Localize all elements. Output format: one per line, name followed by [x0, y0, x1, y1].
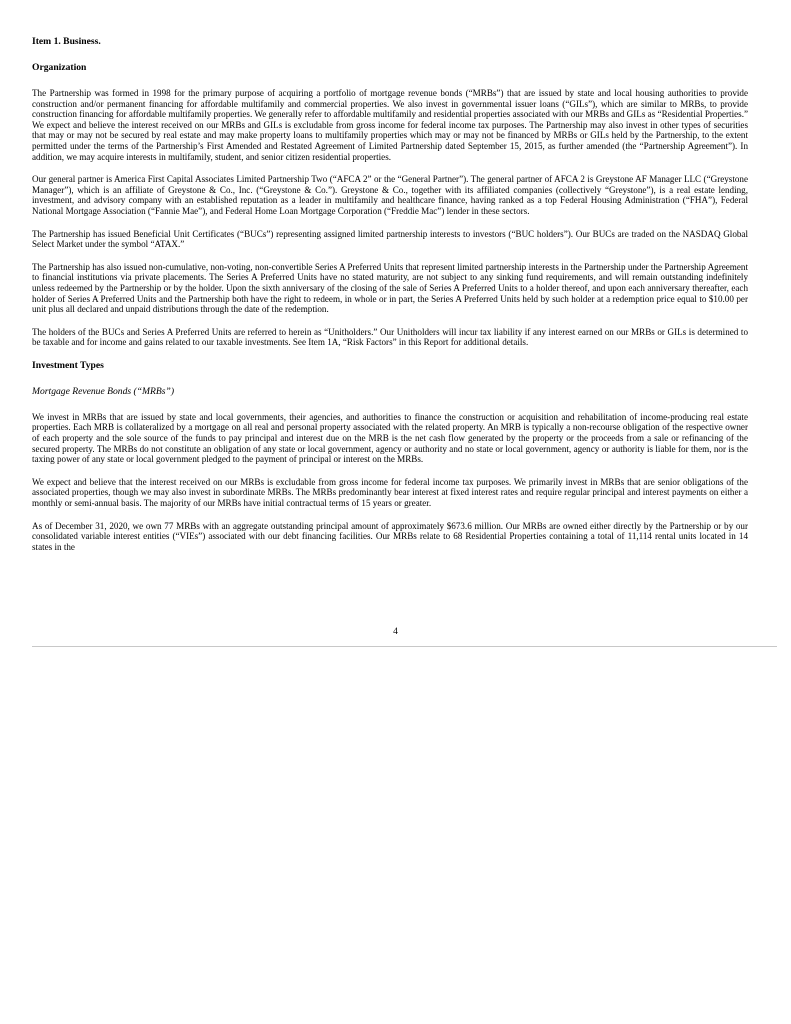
mrb-paragraph-3: As of December 31, 2020, we own 77 MRBs with an aggregate outstanding principal amount of approximately $673.6 million. Our MRBs are owned either directly by the Partnership or by our consolidated variable interest entities (“VIEs”) associated with our debt financing facilities. Our MRBs relate to 68 Residential Properties containing a total of 11,114 rental units located in 14 states in the	[32, 520, 748, 552]
item-title: Item 1. Business.	[32, 36, 101, 47]
organization-paragraph-3: The Partnership has issued Beneficial Unit Certificates (“BUCs”) representing assigned limited partnership interests to investors (“BUC holders”). Our BUCs are traded on the NASDAQ Global Select Market under the symbol “ATAX.”	[32, 228, 748, 250]
organization-paragraph-2: Our general partner is America First Capital Associates Limited Partnership Two (“AFCA 2” or the “General Partner”). The general partner of AFCA 2 is Greystone AF Manager LLC (“Greystone Manager”), which is an affiliate of Greystone & Co., Inc. (“Greystone & Co.”). Greystone & Co., together with its affiliated companies (collectively “Greystone”), is a real estate lending, investment, and advisory company with an established reputation as a leader in multifamily and healthcare finance, having ranked as a top Federal Housing Administration (“FHA”), Federal National Mortgage Association (“Fannie Mae”), and Federal Home Loan Mortgage Corporation (“Freddie Mac”) lender in these sectors.	[32, 174, 748, 216]
organization-paragraph-1: The Partnership was formed in 1998 for the primary purpose of acquiring a portfolio of mortgage revenue bonds (“MRBs”) that are issued by state and local housing authorities to provide construction and/or permanent financing for affordable multifamily and commercial properties. We also invest in governmental issuer loans (“GILs”), which are similar to MRBs, to provide construction financing for affordable multifamily properties. We generally refer to affordable multifamily and residential properties associated with our MRBs and GILs as “Residential Properties.” We expect and believe the interest received on our MRBs and GILs is excludable from gross income for federal income tax purposes. The Partnership may also invest in other types of securities that may or may not be secured by real estate and may make property loans to multifamily properties which may or may not be financed by MRBs or GILs held by the Partnership, to the extent permitted under the terms of the Partnership’s First Amended and Restated Agreement of Limited Partnership dated September 15, 2015, as further amended (the “Partnership Agreement”). In addition, we may acquire interests in multifamily, student, and senior citizen residential properties.	[32, 88, 748, 162]
page-number: 4	[393, 627, 398, 637]
document-page	[32, 36, 748, 564]
investment-types-heading: Investment Types	[32, 359, 104, 371]
organization-heading: Organization	[32, 62, 87, 73]
organization-paragraph-5: The holders of the BUCs and Series A Preferred Units are referred to herein as “Unitholders.” Our Unitholders will incur tax liability if any interest earned on our MRBs or GILs is determined to be taxable and for income and gains related to our taxable investments. See Item 1A, “Risk Factors” in this Report for additional details.	[32, 326, 748, 348]
mrb-paragraph-1: We invest in MRBs that are issued by state and local governments, their agencies, and authorities to finance the construction or acquisition and rehabilitation of income-producing real estate properties. Each MRB is collateralized by a mortgage on all real and personal property associated with the related property. An MRB is typically a non-recourse obligation of the respective owner of each property and the sole source of the funds to pay principal and interest due on the MRB is the net cash flow generated by the property or the proceeds from a sale or refinancing of the secured property. The MRBs do not constitute an obligation of any state or local government, agency or authority and no state or local government, agency or authority is liable for them, nor is the taxing power of any state or local government pledged to the payment of principal or interest on the MRBs.	[32, 411, 748, 465]
mrb-paragraph-2: We expect and believe that the interest received on our MRBs is excludable from gross income for federal income tax purposes. We primarily invest in MRBs that are senior obligations of the associated properties, though we may also invest in subordinate MRBs. The MRBs predominantly bear interest at fixed interest rates and require regular principal and interest payments on either a monthly or semi-annual basis. The majority of our MRBs have initial contractual terms of 15 years or greater.	[32, 476, 748, 509]
organization-paragraph-4: The Partnership has also issued non-cumulative, non-voting, non-convertible Series A Preferred Units that represent limited partnership interests in the Partnership under the Partnership Agreement to financial institutions via private placements. The Series A Preferred Units have no stated maturity, are not subject to any sinking fund requirements, and will remain outstanding indefinitely unless redeemed by the Partnership or by the holder. Upon the sixth anniversary of the closing of the sale of Series A Preferred Units to a holder thereof, and upon each anniversary thereafter, each holder of Series A Preferred Units and the Partnership both have the right to redeem, in whole or in part, the Series A Preferred Units held by such holder at a redemption price equal to $10.00 per unit plus all declared and unpaid distributions through the date of the redemption.	[32, 261, 748, 315]
page-divider	[32, 646, 777, 647]
mrb-subheading: Mortgage Revenue Bonds (“MRBs”)	[32, 385, 175, 397]
